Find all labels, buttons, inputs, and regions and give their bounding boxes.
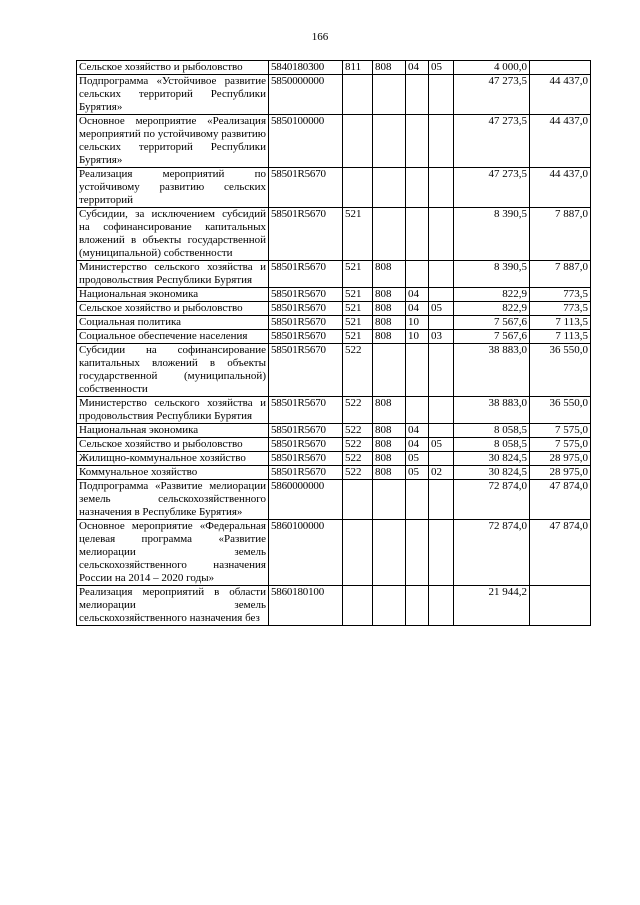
row-sum1-cell: 4 000,0 [454,61,530,75]
row-code-cell: 58501R5670 [269,466,343,480]
row-sum2-cell: 7 113,5 [530,316,591,330]
row-code-cell: 58501R5670 [269,452,343,466]
row-vr-cell [343,520,373,586]
row-name-cell: Социальная политика [77,316,269,330]
table-row [77,397,591,424]
row-pr-cell [429,452,454,466]
row-name-cell: Министерство сельского хозяйства и продовольствия Республики Бурятия [77,397,269,424]
row-sum2-cell [530,61,591,75]
row-sum1-cell: 47 273,5 [454,75,530,115]
row-pr-cell [429,208,454,261]
row-code-cell: 5860100000 [269,520,343,586]
row-sum2-cell: 773,5 [530,302,591,316]
row-sum1-cell: 8 058,5 [454,438,530,452]
row-name-cell: Субсидии, за исключением субсидий на софинансирование капитальных вложений в объекты государственной (муниципальной) собственности [77,208,269,261]
row-sum1-cell: 21 944,2 [454,586,530,626]
row-sum1-cell: 30 824,5 [454,452,530,466]
row-code-cell: 58501R5670 [269,302,343,316]
row-sum2-cell: 7 113,5 [530,330,591,344]
row-name-cell: Национальная экономика [77,288,269,302]
row-name-cell: Коммунальное хозяйство [77,466,269,480]
row-rz-cell [406,261,429,288]
row-sum2-cell: 36 550,0 [530,397,591,424]
row-rz-cell: 04 [406,424,429,438]
row-sum1-cell: 38 883,0 [454,397,530,424]
row-name-cell: Основное мероприятие «Федеральная целевая программа «Развитие мелиорации земель сельскохозяйственного назначения России на 2014 – 2020 годы» [77,520,269,586]
row-pr-cell [429,316,454,330]
row-name-cell: Основное мероприятие «Реализация мероприятий по устойчивому развитию сельских территорий Республики Бурятия» [77,115,269,168]
budget-table [76,60,591,626]
row-code-cell: 58501R5670 [269,316,343,330]
row-vr-cell: 522 [343,466,373,480]
row-code-cell: 5840180300 [269,61,343,75]
row-sum2-cell: 44 437,0 [530,115,591,168]
table-row [77,288,591,302]
row-name-cell: Министерство сельского хозяйства и продовольствия Республики Бурятия [77,261,269,288]
row-pr-cell: 03 [429,330,454,344]
row-pr-cell [429,168,454,208]
row-code-cell: 5860180100 [269,586,343,626]
row-sum1-cell: 822,9 [454,302,530,316]
row-name-cell: Подпрограмма «Развитие мелиорации земель сельскохозяйственного назначения в Республике Бурятия» [77,480,269,520]
row-sum1-cell: 47 273,5 [454,168,530,208]
row-vr-cell: 522 [343,344,373,397]
row-code-cell: 58501R5670 [269,168,343,208]
row-grbs-cell [373,344,406,397]
row-sum1-cell: 822,9 [454,288,530,302]
row-vr-cell [343,75,373,115]
row-sum1-cell: 7 567,6 [454,330,530,344]
row-grbs-cell: 808 [373,466,406,480]
row-vr-cell [343,168,373,208]
row-vr-cell: 522 [343,424,373,438]
table-row [77,520,591,586]
row-vr-cell: 522 [343,397,373,424]
row-sum1-cell: 30 824,5 [454,466,530,480]
row-grbs-cell: 808 [373,397,406,424]
row-grbs-cell [373,480,406,520]
row-grbs-cell [373,115,406,168]
row-sum1-cell: 8 390,5 [454,261,530,288]
row-sum2-cell: 36 550,0 [530,344,591,397]
row-vr-cell: 521 [343,302,373,316]
table-row [77,61,591,75]
row-code-cell: 58501R5670 [269,330,343,344]
row-vr-cell: 521 [343,208,373,261]
row-grbs-cell: 808 [373,438,406,452]
row-code-cell: 5850100000 [269,115,343,168]
row-vr-cell [343,480,373,520]
table-row [77,344,591,397]
row-rz-cell [406,520,429,586]
row-name-cell: Подпрограмма «Устойчивое развитие сельских территорий Республики Бурятия» [77,75,269,115]
row-grbs-cell [373,208,406,261]
row-grbs-cell: 808 [373,261,406,288]
row-rz-cell: 04 [406,302,429,316]
row-pr-cell [429,75,454,115]
row-grbs-cell: 808 [373,424,406,438]
row-pr-cell [429,115,454,168]
row-sum1-cell: 72 874,0 [454,520,530,586]
row-vr-cell: 522 [343,438,373,452]
row-vr-cell: 521 [343,330,373,344]
row-sum2-cell: 7 575,0 [530,438,591,452]
row-rz-cell [406,480,429,520]
row-grbs-cell [373,168,406,208]
row-code-cell: 58501R5670 [269,344,343,397]
table-row [77,586,591,626]
row-rz-cell [406,344,429,397]
row-rz-cell [406,168,429,208]
row-rz-cell: 05 [406,452,429,466]
row-pr-cell [429,261,454,288]
row-grbs-cell: 808 [373,316,406,330]
row-name-cell: Реализация мероприятий по устойчивому развитию сельских территорий [77,168,269,208]
row-sum2-cell: 47 874,0 [530,480,591,520]
table-row [77,208,591,261]
row-name-cell: Национальная экономика [77,424,269,438]
row-pr-cell [429,344,454,397]
row-sum1-cell: 72 874,0 [454,480,530,520]
row-grbs-cell: 808 [373,330,406,344]
row-code-cell: 58501R5670 [269,424,343,438]
row-rz-cell [406,115,429,168]
row-grbs-cell [373,586,406,626]
table-row [77,424,591,438]
row-vr-cell [343,586,373,626]
row-sum2-cell: 28 975,0 [530,452,591,466]
row-pr-cell [429,480,454,520]
row-pr-cell [429,397,454,424]
row-sum2-cell: 28 975,0 [530,466,591,480]
table-row [77,438,591,452]
row-pr-cell [429,520,454,586]
row-grbs-cell: 808 [373,302,406,316]
row-rz-cell: 05 [406,466,429,480]
row-name-cell: Сельское хозяйство и рыболовство [77,61,269,75]
row-grbs-cell: 808 [373,288,406,302]
row-pr-cell [429,288,454,302]
table-body [77,61,591,626]
page-number: 166 [311,31,329,43]
row-sum1-cell: 8 390,5 [454,208,530,261]
row-sum2-cell: 7 887,0 [530,208,591,261]
row-pr-cell: 05 [429,438,454,452]
row-sum1-cell: 47 273,5 [454,115,530,168]
table-row [77,115,591,168]
row-grbs-cell [373,75,406,115]
row-sum2-cell [530,586,591,626]
row-code-cell: 58501R5670 [269,261,343,288]
row-name-cell: Сельское хозяйство и рыболовство [77,302,269,316]
row-rz-cell: 04 [406,438,429,452]
table-row [77,261,591,288]
row-code-cell: 58501R5670 [269,208,343,261]
row-rz-cell: 10 [406,330,429,344]
table-row [77,480,591,520]
row-sum2-cell: 47 874,0 [530,520,591,586]
table-row [77,330,591,344]
row-name-cell: Реализация мероприятий в области мелиорации земель сельскохозяйственного назначения без [77,586,269,626]
row-pr-cell [429,424,454,438]
row-code-cell: 58501R5670 [269,397,343,424]
row-rz-cell: 04 [406,61,429,75]
row-code-cell: 5860000000 [269,480,343,520]
row-vr-cell [343,115,373,168]
row-sum2-cell: 7 575,0 [530,424,591,438]
row-rz-cell [406,586,429,626]
row-vr-cell: 521 [343,288,373,302]
row-name-cell: Субсидии на софинансирование капитальных вложений в объекты государственной (муниципальной) собственности [77,344,269,397]
row-rz-cell [406,75,429,115]
row-vr-cell: 521 [343,261,373,288]
row-code-cell: 58501R5670 [269,288,343,302]
row-grbs-cell [373,520,406,586]
row-name-cell: Жилищно-коммунальное хозяйство [77,452,269,466]
row-sum2-cell: 7 887,0 [530,261,591,288]
row-rz-cell [406,397,429,424]
row-sum2-cell: 44 437,0 [530,75,591,115]
row-sum1-cell: 7 567,6 [454,316,530,330]
row-sum2-cell: 773,5 [530,288,591,302]
table-row [77,168,591,208]
table-row [77,452,591,466]
row-pr-cell: 05 [429,302,454,316]
row-rz-cell: 04 [406,288,429,302]
row-vr-cell: 521 [343,316,373,330]
row-name-cell: Социальное обеспечение населения [77,330,269,344]
row-grbs-cell: 808 [373,61,406,75]
table-row [77,75,591,115]
row-pr-cell: 05 [429,61,454,75]
row-sum2-cell: 44 437,0 [530,168,591,208]
row-vr-cell: 522 [343,452,373,466]
row-grbs-cell: 808 [373,452,406,466]
table-row [77,466,591,480]
row-code-cell: 5850000000 [269,75,343,115]
table-row [77,316,591,330]
row-vr-cell: 811 [343,61,373,75]
row-sum1-cell: 8 058,5 [454,424,530,438]
row-sum1-cell: 38 883,0 [454,344,530,397]
table-row [77,302,591,316]
row-code-cell: 58501R5670 [269,438,343,452]
row-pr-cell [429,586,454,626]
row-rz-cell: 10 [406,316,429,330]
row-rz-cell [406,208,429,261]
row-pr-cell: 02 [429,466,454,480]
row-name-cell: Сельское хозяйство и рыболовство [77,438,269,452]
